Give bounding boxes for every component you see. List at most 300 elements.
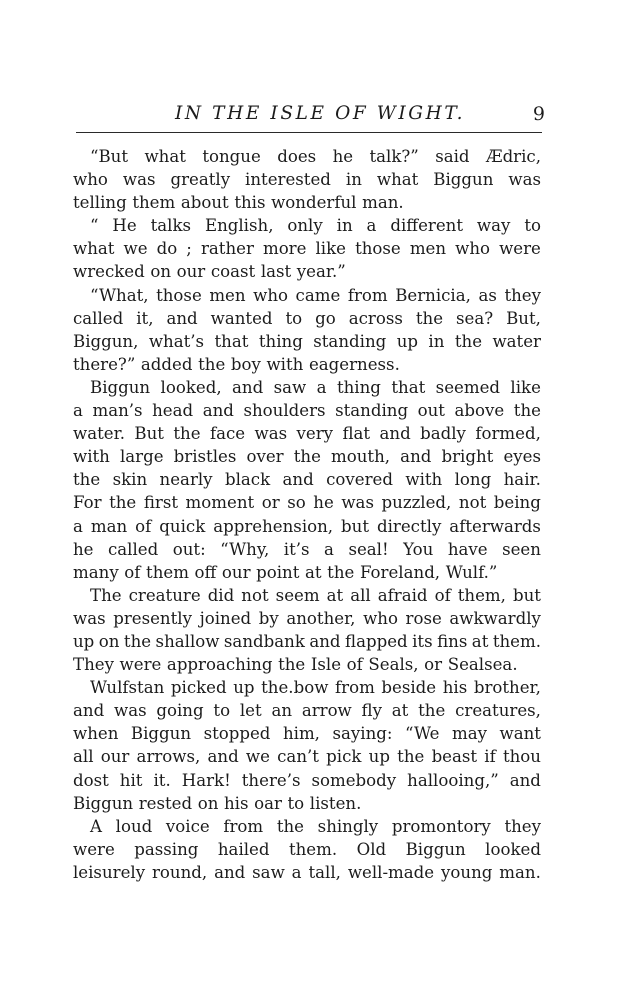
word: who: [253, 285, 288, 305]
word: like: [315, 239, 346, 259]
word: to: [285, 308, 303, 328]
word: it.: [153, 770, 171, 790]
word: man: [90, 516, 128, 536]
word: the: [415, 308, 444, 328]
word: of: [346, 655, 363, 675]
word: thou: [502, 747, 541, 767]
word: them.: [288, 839, 338, 859]
word: its: [412, 631, 433, 651]
word: added: [140, 354, 193, 374]
word: the: [418, 701, 446, 721]
word: over: [246, 447, 284, 467]
word: rested: [138, 793, 193, 813]
text-line: [73, 792, 541, 815]
word: approaching: [166, 655, 273, 675]
word: from: [223, 816, 264, 836]
running-title: IN THE ISLE OF WIGHT.: [175, 103, 466, 124]
word: from: [335, 678, 375, 698]
word: listen.: [309, 793, 362, 813]
word: Wulf.”: [445, 562, 498, 582]
text-line: [73, 307, 541, 330]
word: on: [150, 262, 172, 282]
word: sea?: [456, 308, 494, 328]
word: coast: [210, 262, 256, 282]
word: hair.: [503, 470, 541, 490]
word: pick: [326, 747, 362, 767]
word: Bernicia,: [395, 285, 471, 305]
word: seem: [275, 585, 320, 605]
word: man.: [499, 862, 541, 882]
word: wonderful: [271, 193, 357, 213]
word: face: [209, 424, 246, 444]
word: and: [282, 470, 314, 490]
word: seen: [502, 539, 541, 559]
word: have: [447, 539, 488, 559]
word: promontory: [391, 816, 491, 836]
word: can’t: [277, 747, 319, 767]
word: was: [113, 701, 147, 721]
word: let: [239, 701, 262, 721]
word: was: [341, 493, 374, 513]
word: if: [484, 747, 496, 767]
word: afraid: [377, 585, 428, 605]
word: quick: [159, 516, 206, 536]
word: looked: [485, 839, 541, 859]
word: “We: [405, 724, 440, 744]
text-line: [73, 815, 541, 838]
word: were: [119, 655, 162, 675]
word: tall,: [308, 862, 341, 882]
word: called: [73, 308, 124, 328]
word: and: [166, 308, 198, 328]
word: leisurely: [73, 862, 146, 882]
text-line: [73, 561, 541, 584]
word: him,: [282, 724, 320, 744]
word: telling: [73, 193, 127, 213]
word: The: [90, 585, 122, 605]
word: apprehension,: [213, 516, 334, 536]
word: For: [73, 493, 102, 513]
word: Biggun: [433, 170, 494, 190]
word: point: [256, 562, 300, 582]
word: Biggun: [90, 377, 151, 397]
word: rose: [405, 608, 442, 628]
word: or: [261, 493, 280, 513]
word: and: [232, 377, 264, 397]
word: to: [287, 793, 305, 813]
word: not: [241, 585, 269, 605]
word: up: [368, 747, 390, 767]
word: was: [254, 424, 288, 444]
word: year.”: [296, 262, 346, 282]
word: men: [409, 239, 447, 259]
word: hailed: [217, 839, 270, 859]
word: covered: [326, 470, 393, 490]
word: to: [213, 701, 231, 721]
word: loud: [115, 816, 153, 836]
word: being: [493, 493, 541, 513]
text-line: [73, 745, 541, 768]
word: on: [98, 631, 120, 651]
word: the: [173, 424, 201, 444]
word: our: [100, 747, 130, 767]
word: were: [499, 239, 541, 259]
word: or: [424, 655, 443, 675]
word: another,: [286, 608, 356, 628]
word: up: [396, 331, 418, 351]
text-line: [73, 491, 541, 514]
word: them: [146, 562, 189, 582]
word: and: [509, 770, 541, 790]
word: a: [73, 516, 83, 536]
text-line: [73, 653, 541, 676]
word: were: [73, 839, 115, 859]
word: all: [73, 747, 94, 767]
word: men: [209, 285, 246, 305]
word: man’s: [92, 401, 143, 421]
word: at: [471, 631, 489, 651]
word: interested: [245, 170, 331, 190]
word: Old: [356, 839, 387, 859]
word: different: [390, 216, 464, 236]
text-line: [73, 353, 541, 376]
word: He: [112, 216, 137, 236]
word: But: [134, 424, 164, 444]
word: awkwardly: [449, 608, 541, 628]
word: at: [326, 585, 344, 605]
word: puzzled,: [381, 493, 452, 513]
word: Hark!: [181, 770, 231, 790]
word: dost: [73, 770, 109, 790]
word: about: [180, 193, 229, 213]
word: a: [316, 377, 327, 397]
word: we: [123, 239, 148, 259]
word: badly: [420, 424, 466, 444]
word: well-made: [347, 862, 435, 882]
word: the: [397, 747, 425, 767]
word: wrecked: [73, 262, 145, 282]
word: it’s: [283, 539, 310, 559]
word: passing: [134, 839, 199, 859]
word: looked,: [160, 377, 222, 397]
word: at: [391, 701, 409, 721]
word: what: [73, 239, 115, 259]
word: brother,: [473, 678, 541, 698]
word: a: [366, 216, 377, 236]
word: shallow: [155, 631, 220, 651]
word: wanted: [210, 308, 273, 328]
text-line: [73, 861, 541, 884]
word: nearly: [159, 470, 213, 490]
word: of: [434, 585, 451, 605]
word: directly: [377, 516, 442, 536]
header-rule: [76, 132, 542, 133]
word: Foreland,: [359, 562, 441, 582]
word: They: [73, 655, 114, 675]
word: the: [109, 493, 137, 513]
word: going: [156, 701, 204, 721]
word: this: [234, 193, 266, 213]
word: them.: [492, 631, 541, 651]
word: above: [454, 401, 505, 421]
running-head: [75, 100, 545, 130]
word: saw: [273, 377, 307, 397]
word: the.bow: [261, 678, 329, 698]
word: with: [405, 470, 443, 490]
word: them,: [457, 585, 506, 605]
word: thing: [258, 331, 303, 351]
word: what: [144, 147, 186, 166]
word: from: [347, 285, 388, 305]
word: they: [504, 285, 541, 305]
text-line: [73, 399, 541, 422]
text-line: [73, 607, 541, 630]
text-line: [73, 260, 541, 283]
word: they: [504, 816, 541, 836]
word: but: [341, 516, 370, 536]
word: Isle: [310, 655, 342, 675]
word: afterwards: [449, 516, 541, 536]
word: creatures,: [455, 701, 541, 721]
word: Biggun: [73, 793, 134, 813]
word: fly: [361, 701, 382, 721]
text-line: [73, 676, 541, 699]
text-line: [73, 214, 541, 237]
word: may: [451, 724, 487, 744]
word: shingly: [317, 816, 379, 836]
word: he: [73, 539, 94, 559]
text-line: [73, 722, 541, 745]
word: was: [508, 170, 541, 190]
word: the: [513, 401, 541, 421]
page-number: 9: [532, 103, 545, 125]
word: arrow: [301, 701, 352, 721]
word: talks: [150, 216, 192, 236]
word: said: [435, 147, 470, 166]
word: large: [119, 447, 164, 467]
word: beside: [381, 678, 437, 698]
word: eyes: [503, 447, 541, 467]
word: all: [350, 585, 371, 605]
word: Biggun: [130, 724, 192, 744]
word: many: [73, 562, 119, 582]
word: an: [271, 701, 293, 721]
text-line: [73, 168, 541, 191]
word: skin: [112, 470, 148, 490]
word: a: [291, 862, 302, 882]
word: of: [135, 516, 152, 536]
word: not: [458, 493, 487, 513]
word: Seals,: [368, 655, 419, 675]
word: rather: [200, 239, 254, 259]
word: hit: [119, 770, 143, 790]
word: who: [73, 170, 108, 190]
word: so: [287, 493, 306, 513]
word: in: [428, 331, 445, 351]
word: presently: [113, 608, 192, 628]
word: very: [296, 424, 334, 444]
word: creature: [128, 585, 201, 605]
word: the: [327, 562, 355, 582]
word: that: [391, 377, 426, 397]
word: But,: [506, 308, 541, 328]
word: by: [258, 608, 279, 628]
text-line: [73, 515, 541, 538]
word: somebody: [311, 770, 397, 790]
word: voice: [165, 816, 210, 836]
word: You: [403, 539, 434, 559]
word: want: [499, 724, 541, 744]
body-text: [73, 145, 541, 884]
word: up: [233, 678, 255, 698]
word: seal!: [348, 539, 389, 559]
word: Ædric,: [485, 147, 541, 166]
word: standing: [335, 401, 409, 421]
word: joined: [199, 608, 252, 628]
word: we: [245, 747, 270, 767]
word: on: [197, 793, 219, 813]
word: fins: [437, 631, 468, 651]
word: and: [207, 747, 239, 767]
word: flapped: [345, 631, 408, 651]
word: ;: [186, 239, 192, 259]
word: A: [90, 816, 102, 836]
word: and: [309, 631, 341, 651]
text-line: [73, 191, 541, 214]
word: first: [143, 493, 178, 513]
word: shoulders: [243, 401, 326, 421]
word: the: [198, 354, 226, 374]
word: saying:: [332, 724, 393, 744]
word: in: [336, 216, 353, 236]
word: thing: [336, 377, 381, 397]
word: “Why,: [220, 539, 270, 559]
word: picked: [170, 678, 227, 698]
word: the: [276, 816, 305, 836]
word: as: [478, 285, 497, 305]
word: but: [512, 585, 541, 605]
text-line: [73, 237, 541, 260]
text-line: [73, 838, 541, 861]
word: talk?”: [369, 147, 419, 166]
word: go: [315, 308, 336, 328]
text-line: [73, 330, 541, 353]
word: head: [152, 401, 194, 421]
word: greatly: [170, 170, 231, 190]
word: water.: [73, 424, 125, 444]
word: and: [400, 447, 432, 467]
word: does: [277, 147, 317, 166]
word: his: [442, 678, 468, 698]
text-line: [73, 145, 541, 168]
word: and: [379, 424, 411, 444]
word: that: [214, 331, 249, 351]
word: water: [492, 331, 541, 351]
word: eagerness.: [308, 354, 400, 374]
word: called: [108, 539, 159, 559]
word: our: [176, 262, 206, 282]
word: across: [348, 308, 403, 328]
text-line: [73, 376, 541, 399]
word: who: [363, 608, 398, 628]
word: English,: [204, 216, 274, 236]
word: beast: [431, 747, 478, 767]
word: tongue: [202, 147, 261, 166]
text-line: [73, 630, 541, 653]
text-line: [73, 584, 541, 607]
text-line: [73, 468, 541, 491]
word: and: [202, 401, 234, 421]
word: like: [510, 377, 541, 397]
word: black: [224, 470, 271, 490]
word: more: [262, 239, 307, 259]
word: what: [376, 170, 419, 190]
word: Sealsea.: [447, 655, 518, 675]
word: Biggun,: [73, 331, 139, 351]
word: “What,: [90, 285, 149, 305]
word: flat: [342, 424, 371, 444]
word: up: [73, 631, 95, 651]
word: the: [278, 655, 306, 675]
word: arrows,: [136, 747, 201, 767]
text-line: [73, 769, 541, 792]
word: standing: [313, 331, 387, 351]
word: bright: [441, 447, 494, 467]
word: was: [122, 170, 156, 190]
word: last: [260, 262, 292, 282]
word: “But: [90, 147, 129, 166]
word: only: [287, 216, 323, 236]
word: a: [324, 539, 334, 559]
word: round,: [151, 862, 208, 882]
word: our: [221, 562, 251, 582]
word: with: [73, 447, 110, 467]
word: with: [266, 354, 304, 374]
word: long: [454, 470, 492, 490]
word: at: [305, 562, 322, 582]
word: the: [73, 470, 101, 490]
word: a: [73, 401, 83, 421]
word: moment: [185, 493, 255, 513]
word: the: [293, 447, 321, 467]
word: Wulfstan: [90, 678, 165, 698]
text-line: [73, 284, 541, 307]
word: those: [355, 239, 401, 259]
word: out:: [172, 539, 206, 559]
word: mouth,: [331, 447, 391, 467]
text-line: [73, 699, 541, 722]
word: of: [124, 562, 141, 582]
word: and: [214, 862, 246, 882]
word: stopped: [203, 724, 271, 744]
word: there’s: [241, 770, 301, 790]
word: “: [90, 216, 99, 236]
word: boy: [230, 354, 261, 374]
word: and: [73, 701, 105, 721]
word: out: [417, 401, 445, 421]
word: came: [295, 285, 341, 305]
word: it,: [136, 308, 154, 328]
word: when: [73, 724, 119, 744]
word: Biggun: [405, 839, 466, 859]
text-line: [73, 422, 541, 445]
word: them: [132, 193, 176, 213]
word: hallooing,”: [407, 770, 499, 790]
word: the: [123, 631, 152, 651]
word: bristles: [173, 447, 237, 467]
word: there?”: [73, 354, 136, 374]
word: he: [313, 493, 334, 513]
